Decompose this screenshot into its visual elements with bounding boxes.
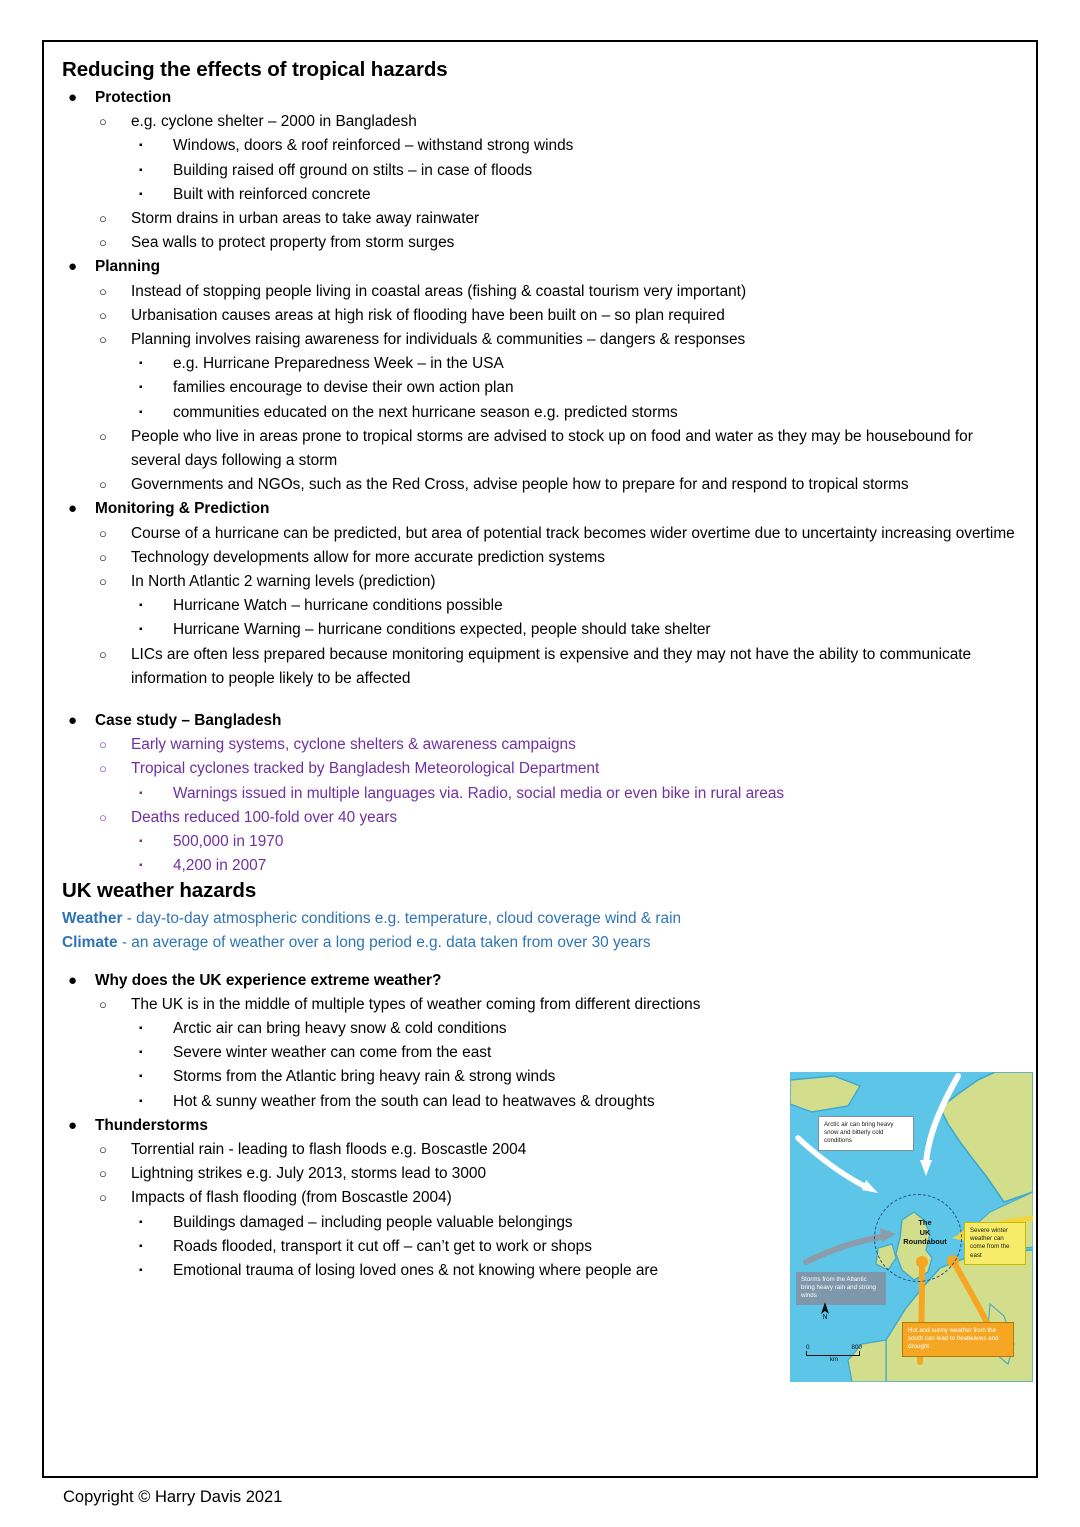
list-item-text: Tropical cyclones tracked by Bangladesh Meteorological Department (131, 760, 600, 778)
list-item-text: Hurricane Watch – hurricane conditions possible (173, 597, 503, 615)
bullet-square-icon: ▪ (139, 1216, 143, 1228)
bullet-square-icon: ▪ (139, 600, 143, 612)
list-item (131, 1259, 792, 1283)
list-item (131, 618, 1022, 642)
group-title: Why does the UK experience extreme weather? (95, 971, 442, 989)
bullet-circle-icon: ○ (99, 428, 107, 444)
list-item (95, 231, 1022, 255)
north-arrow-icon (820, 1302, 830, 1314)
bullet-square-icon: ▪ (139, 406, 143, 418)
outline-level-1 (62, 969, 792, 1284)
group-title: Protection (95, 89, 172, 106)
bullet-circle-icon: ○ (99, 332, 107, 348)
list-item-text: The UK is in the middle of multiple types of weather coming from different directions (131, 995, 701, 1013)
list-item (95, 1162, 792, 1186)
bullet-circle-icon: ○ (99, 574, 107, 590)
bullet-disc-icon: ● (68, 258, 78, 276)
list-item (95, 110, 1022, 207)
list-item (131, 159, 1022, 183)
definition-term: Weather (62, 909, 123, 927)
map-callout-hot-sunny: Hot and sunny weather from the south can lead to heatwaves and drought (902, 1322, 1014, 1357)
page-title: Reducing the effects of tropical hazards (62, 58, 448, 81)
north-arrow (816, 1302, 834, 1321)
uk-weather-map-figure (790, 1072, 1033, 1382)
list-item-text: Buildings damaged – including people valuable belongings (173, 1213, 573, 1231)
group-title: Monitoring & Prediction (95, 500, 270, 518)
outline-level-2 (95, 733, 1022, 878)
bullet-circle-icon: ○ (99, 1141, 107, 1157)
map-scale-bar (806, 1344, 876, 1363)
list-item-text: Windows, doors & roof reinforced – withstand strong winds (173, 137, 574, 155)
list-item-text: 500,000 in 1970 (173, 833, 284, 851)
list-item-text: Warnings issued in multiple languages via. Radio, social media or even bike in rural areas (173, 784, 785, 802)
group-title: Thunderstorms (95, 1116, 208, 1134)
bullet-disc-icon: ● (68, 971, 78, 989)
list-item (95, 207, 1022, 231)
bullet-circle-icon: ○ (99, 1190, 107, 1206)
bullet-disc-icon: ● (68, 500, 78, 518)
list-item (95, 546, 1022, 570)
bullet-square-icon: ▪ (139, 787, 143, 799)
list-item (95, 806, 1022, 879)
list-item-text: Storm drains in urban areas to take away rainwater (131, 210, 480, 228)
list-item (131, 1211, 792, 1235)
bullet-circle-icon: ○ (99, 114, 107, 130)
outline-level-3 (131, 352, 1022, 425)
list-item (131, 1017, 792, 1041)
list-item (95, 993, 792, 1114)
list-item (95, 1138, 792, 1162)
list-item-text: Severe winter weather can come from the east (173, 1044, 492, 1062)
bullet-circle-icon: ○ (99, 761, 107, 777)
bullet-circle-icon: ○ (99, 477, 107, 493)
list-item (95, 757, 1022, 805)
outline-item-planning (62, 255, 1022, 497)
list-item-text: Building raised off ground on stilts – in case of floods (173, 161, 533, 179)
outline-item-case-study-bangladesh (62, 709, 1022, 878)
outline-level-3 (131, 594, 1022, 642)
land-scandinavia (940, 1072, 1033, 1202)
group-title: Planning (95, 258, 160, 276)
outline-level-2 (95, 522, 1022, 691)
bullet-square-icon: ▪ (139, 860, 143, 872)
bullet-square-icon: ▪ (139, 358, 143, 370)
bullet-circle-icon: ○ (99, 211, 107, 227)
outline-item-monitoring-prediction (62, 497, 1022, 691)
bullet-disc-icon: ● (68, 1116, 78, 1134)
list-item-text: e.g. cyclone shelter – 2000 in Bangladesh (131, 113, 417, 131)
bullet-circle-icon: ○ (99, 235, 107, 251)
uk-roundabout-label-line2: UK (919, 1227, 931, 1237)
list-item-text: 4,200 in 2007 (173, 857, 267, 875)
outline-level-3 (131, 782, 1022, 806)
list-item (95, 1186, 792, 1283)
list-item-text: Deaths reduced 100-fold over 40 years (131, 808, 398, 826)
list-item-text: Lightning strikes e.g. July 2013, storms lead to 3000 (131, 1165, 487, 1183)
list-item-text: Roads flooded, transport it cut off – can’t get to work or shops (173, 1237, 592, 1255)
map-callout-atlantic: Storms from the Atlantic bring heavy rain and strong winds (796, 1272, 886, 1305)
list-item-text: Planning involves raising awareness for individuals & communities – dangers & responses (131, 331, 746, 349)
scale-unit-label: km (829, 1356, 839, 1363)
definitions-block (62, 907, 1022, 955)
bullet-square-icon: ▪ (139, 140, 143, 152)
bullet-square-icon: ▪ (139, 1095, 143, 1107)
arrow-arctic-north-head (920, 1160, 932, 1176)
list-item-text: Early warning systems, cyclone shelters & awareness campaigns (131, 736, 576, 754)
arrow-arctic-northwest-head (862, 1180, 878, 1193)
outline-level-3 (131, 1017, 792, 1114)
list-item (131, 854, 1022, 878)
scale-min-label: 0 (806, 1344, 810, 1351)
list-item-text: families encourage to devise their own action plan (173, 379, 514, 397)
scale-max-label: 800 (851, 1344, 862, 1351)
group-title: Case study – Bangladesh (95, 712, 282, 730)
outline-item-thunderstorms (62, 1114, 792, 1283)
list-item-text: Sea walls to protect property from storm surges (131, 234, 455, 252)
bullet-square-icon: ▪ (139, 1240, 143, 1252)
outline-level-3 (131, 134, 1022, 207)
list-item-text: Impacts of flash flooding (from Boscastle 2004) (131, 1189, 452, 1207)
outline-item-why-uk-extreme-weather (62, 969, 792, 1114)
uk-roundabout-label-line3: Roundabout (903, 1237, 947, 1247)
list-item (131, 1041, 792, 1065)
list-item-text: Arctic air can bring heavy snow & cold conditions (173, 1019, 507, 1037)
list-item (131, 183, 1022, 207)
list-item (131, 134, 1022, 158)
definition-weather (62, 907, 1022, 931)
bullet-square-icon: ▪ (139, 624, 143, 636)
list-item-text: Built with reinforced concrete (173, 185, 371, 203)
bullet-circle-icon: ○ (99, 307, 107, 323)
list-item (131, 594, 1022, 618)
definition-body: - day-to-day atmospheric conditions e.g. temperature, cloud coverage wind & rain (122, 909, 682, 927)
list-item (131, 1090, 792, 1114)
list-item-text: Hurricane Warning – hurricane conditions expected, people should take shelter (173, 621, 711, 639)
outline-level-2 (95, 1138, 792, 1283)
bullet-square-icon: ▪ (139, 188, 143, 200)
list-item (131, 830, 1022, 854)
bullet-disc-icon: ● (68, 89, 78, 106)
bullet-circle-icon: ○ (99, 737, 107, 753)
map-callout-severe-winter: Severe winter weather can come from the east (964, 1222, 1026, 1265)
spacer (62, 955, 1022, 969)
outline-level-2 (95, 280, 1022, 498)
list-item-text: Torrential rain - leading to flash floods e.g. Boscastle 2004 (131, 1140, 527, 1158)
list-item-text: LICs are often less prepared because monitoring equipment is expensive and they may not have the ability to communicate information to people likely to be affected (131, 645, 972, 687)
spacer (62, 691, 1022, 709)
bullet-square-icon: ▪ (139, 1071, 143, 1083)
list-item (95, 304, 1022, 328)
list-item-text: communities educated on the next hurricane season e.g. predicted storms (173, 403, 678, 421)
outline-level-1 (62, 86, 1022, 879)
list-item-text: Emotional trauma of losing loved ones & not knowing where people are (173, 1261, 659, 1279)
outline-level-3 (131, 830, 1022, 878)
list-item (131, 1065, 792, 1089)
list-item (131, 401, 1022, 425)
list-item-text: e.g. Hurricane Preparedness Week – in the USA (173, 355, 504, 373)
outline-item-protection (62, 86, 1022, 255)
bullet-square-icon: ▪ (139, 836, 143, 848)
bullet-circle-icon: ○ (99, 549, 107, 565)
list-item (131, 352, 1022, 376)
bullet-circle-icon: ○ (99, 809, 107, 825)
list-item (131, 376, 1022, 400)
list-item (131, 782, 1022, 806)
list-item (95, 280, 1022, 304)
outline-level-2 (95, 110, 1022, 255)
outline-level-2 (95, 993, 792, 1114)
list-item (95, 522, 1022, 546)
bullet-square-icon: ▪ (139, 1047, 143, 1059)
document-footer: Copyright © Harry Davis 2021 (63, 1488, 283, 1506)
list-item-text: Governments and NGOs, such as the Red Cross, advise people how to prepare for and respond to tropical storms (131, 476, 909, 494)
definition-climate (62, 931, 1022, 955)
list-item-text: Hot & sunny weather from the south can lead to heatwaves & droughts (173, 1092, 655, 1110)
map-callout-arctic: Arctic air can bring heavy snow and bitterly cold conditions (818, 1116, 914, 1151)
list-item (95, 570, 1022, 643)
list-item-text: Instead of stopping people living in coastal areas (fishing & coastal tourism very important) (131, 282, 747, 300)
bullet-circle-icon: ○ (99, 1166, 107, 1182)
bullet-circle-icon: ○ (99, 646, 107, 662)
list-item (95, 733, 1022, 757)
section-title-uk-weather-hazards: UK weather hazards (62, 878, 257, 902)
list-item (95, 328, 1022, 425)
definition-term: Climate (62, 933, 118, 951)
bullet-circle-icon: ○ (99, 525, 107, 541)
list-item (95, 473, 1022, 497)
uk-roundabout-label-line1: The (918, 1218, 932, 1227)
outline-level-3 (131, 1211, 792, 1284)
bullet-square-icon: ▪ (139, 1264, 143, 1276)
north-arrow-label: N (822, 1314, 828, 1321)
list-item-text: Urbanisation causes areas at high risk of flooding have been built on – so plan required (131, 306, 725, 324)
list-item-text: Technology developments allow for more accurate prediction systems (131, 548, 605, 566)
list-item-text: People who live in areas prone to tropical storms are advised to stock up on food and water as they may be housebound for several days following a storm (131, 427, 973, 470)
bullet-square-icon: ▪ (139, 1022, 143, 1034)
bullet-disc-icon: ● (68, 712, 78, 730)
list-item-text: In North Atlantic 2 warning levels (prediction) (131, 573, 436, 591)
bullet-square-icon: ▪ (139, 382, 143, 394)
definition-body: - an average of weather over a long period e.g. data taken from over 30 years (117, 933, 651, 951)
list-item (95, 643, 1022, 691)
bullet-square-icon: ▪ (139, 164, 143, 176)
bullet-circle-icon: ○ (99, 996, 107, 1012)
bullet-circle-icon: ○ (99, 283, 107, 299)
list-item (131, 1235, 792, 1259)
list-item (95, 425, 1022, 473)
uk-roundabout-label (895, 1218, 955, 1247)
list-item-text: Storms from the Atlantic bring heavy rain & strong winds (173, 1068, 556, 1086)
list-item-text: Course of a hurricane can be predicted, but area of potential track becomes wider overtime due to uncertainty increasing overtime (131, 524, 1015, 542)
land-iceland (790, 1076, 860, 1112)
